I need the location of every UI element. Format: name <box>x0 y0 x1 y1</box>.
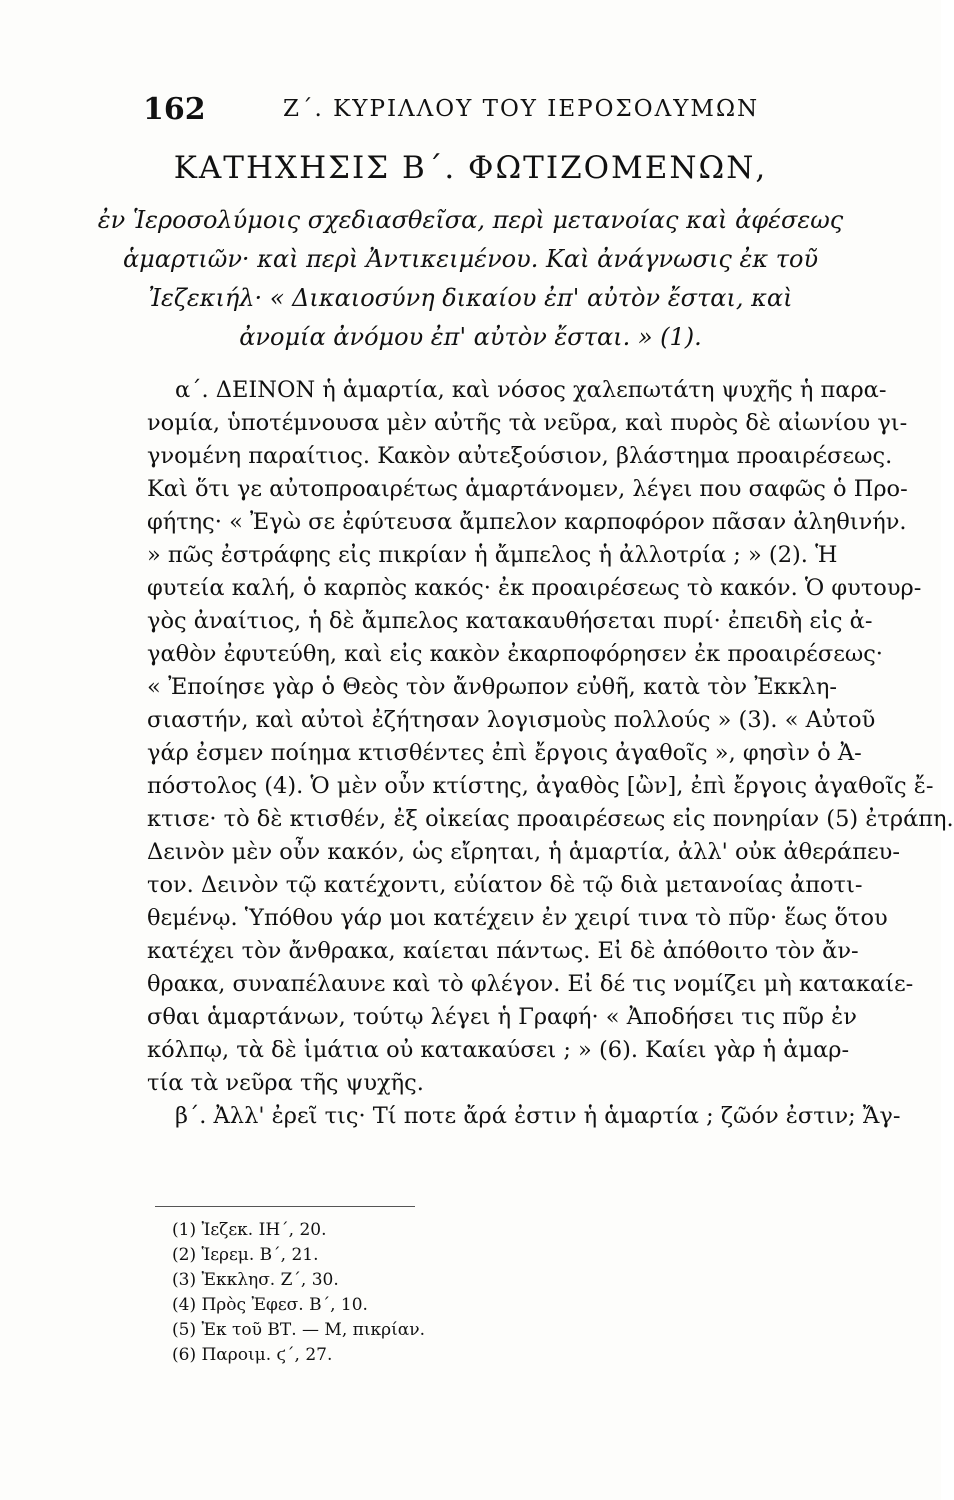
subtitle-line: ἐν Ἱεροσολύμοις σχεδιασθεῖσα, περὶ μετανοίας καὶ ἀφέσεως <box>97 206 844 234</box>
body-line: σθαι ἁμαρτάνων, τούτῳ λέγει ἡ Γραφή· « Ἀποδήσει τις πῦρ ἐν <box>147 1004 857 1030</box>
body-line: τία τὰ νεῦρα τῆς ψυχῆς. <box>147 1070 424 1096</box>
body-line: Καὶ ὅτι γε αὐτοπροαιρέτως ἁμαρτάνομεν, λέγει που σαφῶς ὁ Προ- <box>147 476 908 502</box>
body-line: α΄. ΔΕΙΝΟΝ ἡ ἁμαρτία, καὶ νόσος χαλεπωτάτη ψυχῆς ἡ παρα- <box>175 377 887 403</box>
body-line: πόστολος (4). Ὁ μὲν οὖν κτίστης, ἀγαθὸς [ὢν], ἐπὶ ἔργοις ἀγαθοῖς ἔ- <box>147 773 934 799</box>
body-line: νομία, ὑποτέμνουσα μὲν αὐτῆς τὰ νεῦρα, καὶ πυρὸς δὲ αἰωνίου γι- <box>147 410 908 436</box>
body-line: « Ἐποίησε γὰρ ὁ Θεὸς τὸν ἄνθρωπον εὐθῆ, κατὰ τὸν Ἐκκλη- <box>147 674 837 700</box>
subtitle-line: Ἰεζεκιήλ· « Δικαιοσύνη δικαίου ἐπ' αὐτὸν ἔσται, καὶ <box>148 284 793 312</box>
body-line: φήτης· « Ἐγὼ σε ἐφύτευσα ἄμπελον καρποφόρον πᾶσαν ἀληθινήν. <box>147 509 907 535</box>
body-line: γάρ ἐσμεν ποίημα κτισθέντες ἐπὶ ἔργοις ἀγαθοῖς », φησὶν ὁ Ἀ- <box>147 740 862 766</box>
footnote-rule <box>155 1206 415 1207</box>
footnote: (3) Ἐκκλησ. Ζ΄, 30. <box>172 1270 339 1290</box>
footnote: (6) Παροιμ. ϛ΄, 27. <box>172 1345 333 1365</box>
body-line: κτισε· τὸ δὲ κτισθέν, ἐξ οἰκείας προαιρέσεως εἰς πονηρίαν (5) ἐτράπη. <box>147 806 954 832</box>
footnotes <box>172 1218 425 1368</box>
body-line: σιαστήν, καὶ αὐτοὶ ἐζήτησαν λογισμοὺς πολλούς » (3). « Αὐτοῦ <box>147 707 876 733</box>
body-line: φυτεία καλή, ὁ καρπὸς κακός· ἐκ προαιρέσεως τὸ κακόν. Ὁ φυτουρ- <box>147 575 922 601</box>
page-number: 162 <box>143 92 206 127</box>
subtitle-line: ἁμαρτιῶν· καὶ περὶ Ἀντικειμένου. Καὶ ἀνάγνωσις ἐκ τοῦ <box>122 245 819 273</box>
body-line: γὸς ἀναίτιος, ἡ δὲ ἄμπελος κατακαυθήσεται πυρί· ἐπειδὴ εἰς ἀ- <box>147 608 873 634</box>
body-line: κατέχει τὸν ἄνθρακα, καίεται πάντως. Εἰ δὲ ἀπόθοιτο τὸν ἄν- <box>147 938 859 964</box>
body-line: Δεινὸν μὲν οὖν κακόν, ὡς εἴρηται, ἡ ἁμαρτία, ἀλλ' οὐκ ἀθεράπευ- <box>147 839 900 865</box>
running-title: Ζ΄. ΚΥΡΙΛΛΟΥ ΤΟΥ ΙΕΡΟΣΟΛΥΜΩΝ <box>283 96 760 122</box>
body-line: κόλπῳ, τὰ δὲ ἱμάτια οὐ κατακαύσει ; » (6). Καίει γὰρ ἡ ἁμαρ- <box>147 1037 850 1063</box>
body-line: » πῶς ἐστράφης εἰς πικρίαν ἡ ἄμπελος ἡ ἀλλοτρία ; » (2). Ἡ <box>147 542 838 568</box>
footnote: (2) Ἱερεμ. Β΄, 21. <box>172 1245 319 1265</box>
subtitle-line: ἀνομία ἀνόμου ἐπ' αὐτὸν ἔσται. » (1). <box>239 323 702 351</box>
footnote: (1) Ἰεζεκ. ΙΗ΄, 20. <box>172 1220 327 1240</box>
running-header <box>143 92 760 132</box>
body-line: γνομένη παραίτιος. Κακὸν αὐτεξούσιον, βλάστημα προαιρέσεως. <box>147 443 893 469</box>
footnote: (5) Ἐκ τοῦ ΒΤ. — Μ, πικρίαν. <box>172 1320 425 1340</box>
body-text <box>147 374 954 1133</box>
body-line: θεμένῳ. Ὑπόθου γάρ μοι κατέχειν ἐν χειρί τινα τὸ πῦρ· ἕως ὅτου <box>147 905 888 931</box>
body-line: β΄. Ἀλλ' ἐρεῖ τις· Τί ποτε ἄρά ἐστιν ἡ ἁμαρτία ; ζῶόν ἐστιν; Ἄγ- <box>175 1103 901 1129</box>
body-line: τον. Δεινὸν τῷ κατέχοντι, εὐίατον δὲ τῷ διὰ μετανοίας ἀποτι- <box>147 872 863 898</box>
body-line: θρακα, συναπέλαυνε καὶ τὸ φλέγον. Εἰ δέ τις νομίζει μὴ κατακαίε- <box>147 971 914 997</box>
chapter-title: ΚΑΤΗΧΗΣΙΣ Β΄. ΦΩΤΙΖΟΜΕΝΩΝ, <box>173 150 768 186</box>
footnote: (4) Πρὸς Ἐφεσ. Β΄, 10. <box>172 1295 368 1315</box>
body-line: γαθὸν ἐφυτεύθη, καὶ εἰς κακὸν ἐκαρποφόρησεν ἐκ προαιρέσεως· <box>147 641 883 667</box>
